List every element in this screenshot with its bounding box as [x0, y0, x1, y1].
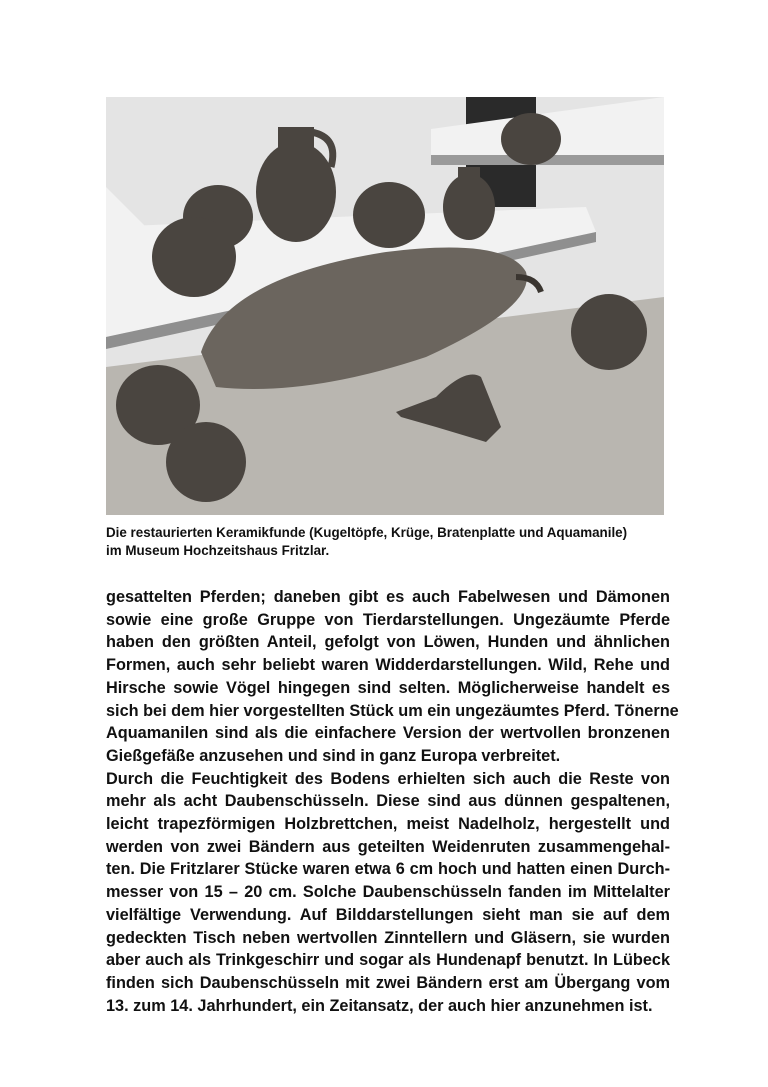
body-line: werden von zwei Bändern aus geteilten Weidenruten zusammengehal-: [106, 837, 670, 856]
photo-pot-upper-shelf: [501, 113, 561, 165]
body-line: Aquamanilen sind als die einfachere Version der wertvollen bronzenen: [106, 724, 670, 743]
photo-pot-left-front: [152, 217, 236, 297]
body-line: Formen, auch sehr beliebt waren Widderdarstellungen. Wild, Rehe und: [106, 656, 670, 675]
body-line: gedeckten Tisch neben wertvollen Zinntellern und Gläsern, sie wurden: [106, 928, 670, 947]
body-line: sowie eine große Gruppe von Tierdarstellungen. Ungezäumte Pferde: [106, 610, 670, 629]
caption-line: Die restaurierten Keramikfunde (Kugeltöpfe, Krüge, Bratenplatte und Aquamanile): [106, 525, 628, 540]
body-line: leicht trapezförmigen Holzbrettchen, meist Nadelholz, hergestellt und: [106, 815, 670, 834]
ceramics-photo-drawing: [106, 97, 664, 515]
photo-pot-right-floor: [571, 294, 647, 370]
body-line: finden sich Daubenschüsseln mit zwei Bändern erst am Übergang vom: [106, 973, 670, 992]
body-line: sich bei dem hier vorgestellten Stück um ein ungezäumtes Pferd. Tönerne: [106, 701, 679, 720]
body-line: 13. zum 14. Jahrhundert, ein Zeitansatz, der auch hier anzunehmen ist.: [106, 996, 653, 1015]
body-line: vielfältige Verwendung. Auf Bilddarstellungen sieht man sie auf dem: [106, 905, 670, 924]
ceramics-photo: [106, 97, 664, 515]
body-line: ten. Die Fritzlarer Stücke waren etwa 6 cm hoch und hatten einen Durch-: [106, 860, 670, 879]
body-line: Gießgefäße anzusehen und sind in ganz Europa verbreitet.: [106, 746, 561, 765]
body-line: messer von 15 – 20 cm. Solche Daubenschüsseln fanden im Mittelalter: [106, 883, 670, 902]
body-line: Durch die Feuchtigkeit des Bodens erhielten sich auch die Reste von: [106, 769, 670, 788]
caption-line: im Museum Hochzeitshaus Fritzlar.: [106, 543, 330, 558]
photo-pot-center: [353, 182, 425, 248]
photo-pot-lower-center: [166, 422, 246, 502]
body-line: haben den größten Anteil, gefolgt von Löwen, Hunden und ähnlichen: [106, 633, 670, 652]
body-line: Hirsche sowie Vögel hingegen sind selten. Möglicherweise handelt es: [106, 678, 670, 697]
body-line: gesattelten Pferden; daneben gibt es auch Fabelwesen und Dämonen: [106, 588, 670, 606]
body-line: aber auch als Trinkgeschirr und sogar als Hundenapf benutzt. In Lübeck: [106, 951, 670, 970]
figure-caption: [106, 524, 676, 560]
body-line: mehr als acht Daubenschüsseln. Diese sind aus dünnen gespaltenen,: [106, 792, 670, 811]
body-text: [106, 586, 679, 1017]
